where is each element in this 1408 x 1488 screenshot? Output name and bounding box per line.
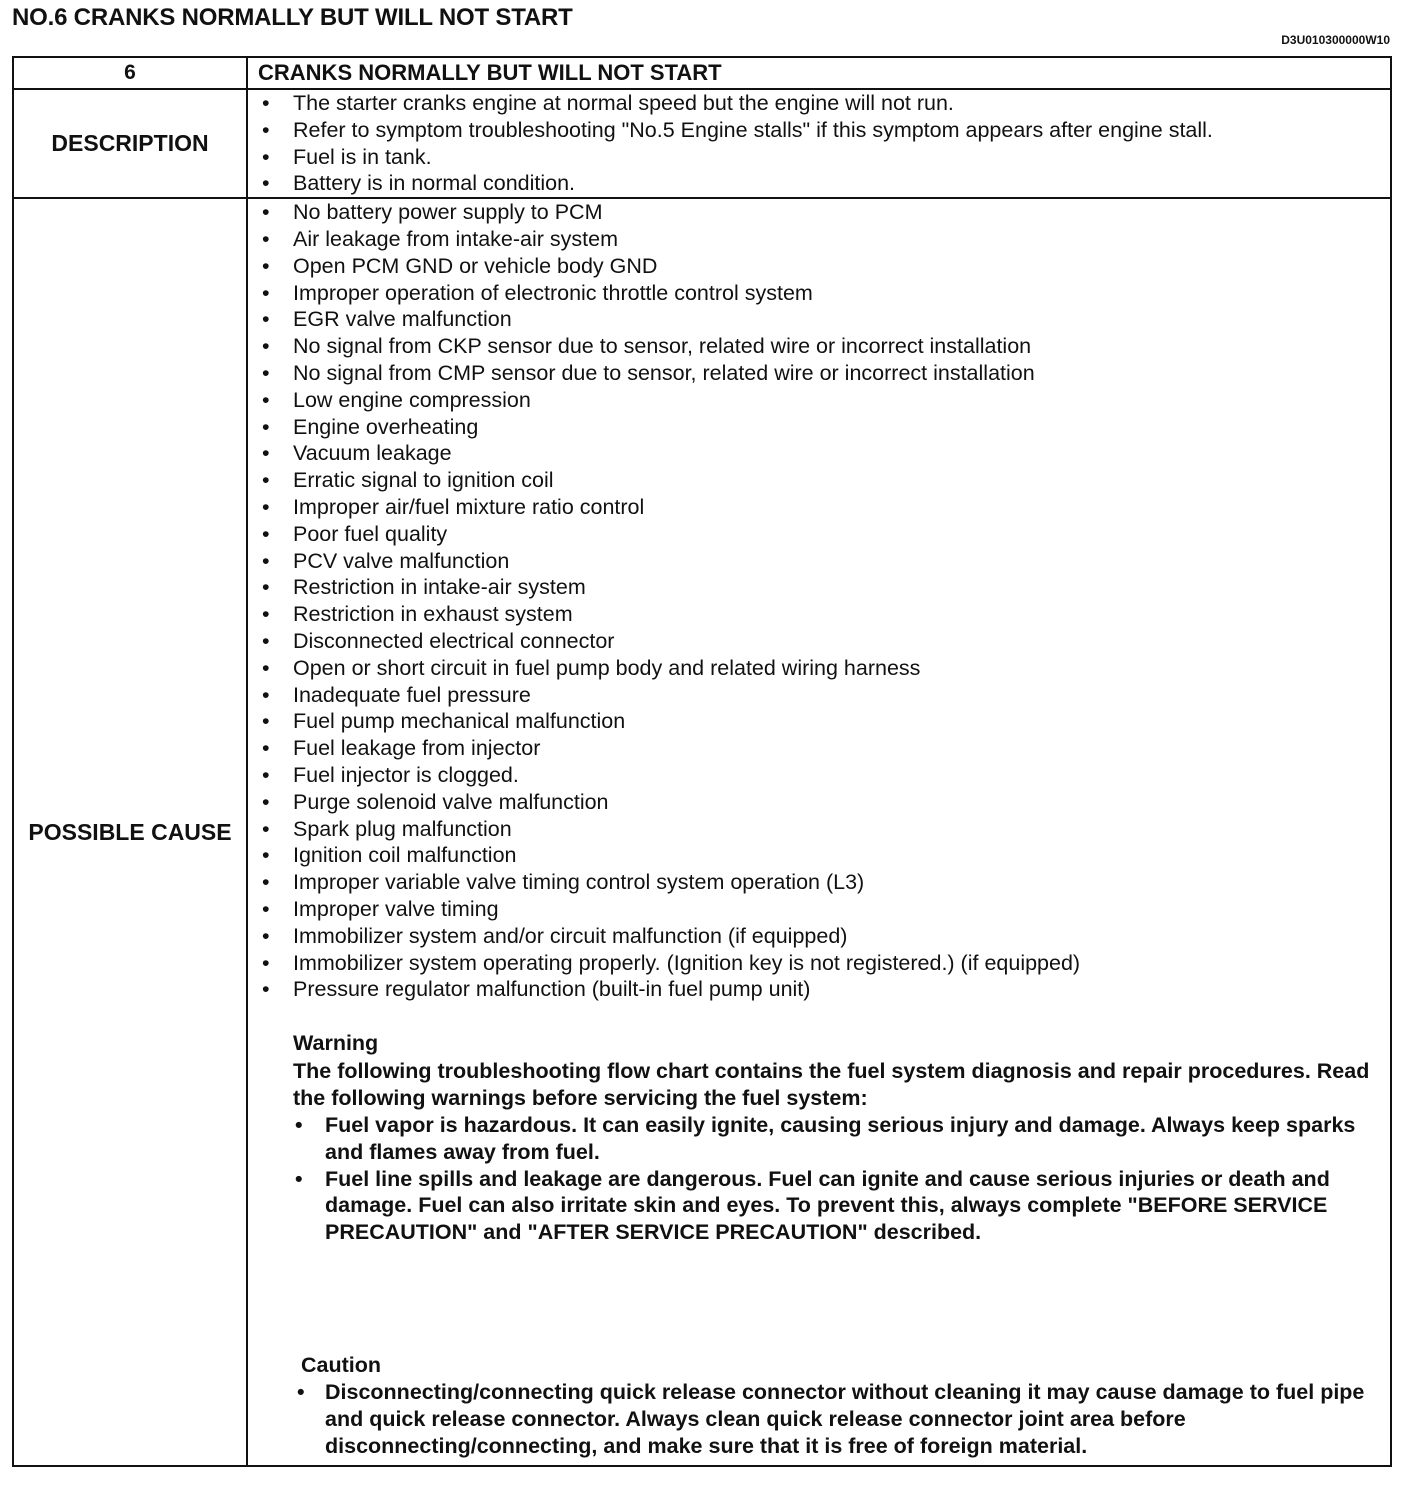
list-item: • Refer to symptom troubleshooting "No.5 Engine stalls" if this symptom appears after engine stall. [248,117,1390,144]
warning-list [293,1112,1370,1246]
symptom-table [12,56,1392,1467]
list-item: • Ignition coil malfunction [248,842,1390,869]
caution-list [301,1379,1372,1459]
list-item: • Fuel is in tank. [248,144,1390,171]
list-item: • Inadequate fuel pressure [248,682,1390,709]
page-title: NO.6 CRANKS NORMALLY BUT WILL NOT START [12,4,573,31]
list-item: • Fuel line spills and leakage are dangerous. Fuel can ignite and cause serious injuries or death and damage. Fuel can also irritate skin and eyes. To prevent this, always complete "BEFORE SERVICE PRECAUTION" and "AFTER SERVICE PRECAUTION" described. [293,1166,1370,1246]
list-item: • Poor fuel quality [248,521,1390,548]
possible-cause-list [248,199,1390,1003]
list-item: • PCV valve malfunction [248,548,1390,575]
table-header-row [13,57,1391,89]
list-item: • Restriction in intake-air system [248,574,1390,601]
symptom-title: CRANKS NORMALLY BUT WILL NOT START [247,57,1391,89]
list-item: • No battery power supply to PCM [248,199,1390,226]
list-item: • Engine overheating [248,414,1390,441]
warning-block [293,1030,1370,1246]
possible-cause-row [13,198,1391,1466]
list-item: • Disconnecting/connecting quick release connector without cleaning it may cause damage to fuel pipe and quick release connector. Always clean quick release connector joint area before disconnecting/connecting, and make sure that it is free of foreign material. [301,1379,1372,1459]
list-item: • Improper variable valve timing control system operation (L3) [248,869,1390,896]
list-item: • Battery is in normal condition. [248,170,1390,197]
symptom-number: 6 [13,57,247,89]
warning-title: Warning [293,1031,379,1056]
description-label: DESCRIPTION [13,89,247,198]
list-item: • The starter cranks engine at normal speed but the engine will not run. [248,90,1390,117]
list-item: • Fuel pump mechanical malfunction [248,708,1390,735]
list-item: • Open PCM GND or vehicle body GND [248,253,1390,280]
list-item: • Restriction in exhaust system [248,601,1390,628]
list-item: • Improper valve timing [248,896,1390,923]
list-item: • Pressure regulator malfunction (built-in fuel pump unit) [248,976,1390,1003]
description-list [248,90,1390,197]
list-item: • Air leakage from intake-air system [248,226,1390,253]
list-item: • Improper air/fuel mixture ratio control [248,494,1390,521]
list-item: • Improper operation of electronic throttle control system [248,280,1390,307]
warning-text: The following troubleshooting flow chart contains the fuel system diagnosis and repair procedures. Read the following warnings before servicing the fuel system: [293,1059,1370,1111]
description-cell [247,89,1391,198]
list-item: • Open or short circuit in fuel pump body and related wiring harness [248,655,1390,682]
list-item: • Immobilizer system operating properly. (Ignition key is not registered.) (if equipped) [248,950,1390,977]
list-item: • Low engine compression [248,387,1390,414]
list-item: • Fuel injector is clogged. [248,762,1390,789]
list-item: • No signal from CKP sensor due to sensor, related wire or incorrect installation [248,333,1390,360]
list-item: • No signal from CMP sensor due to sensor, related wire or incorrect installation [248,360,1390,387]
list-item: • Disconnected electrical connector [248,628,1390,655]
list-item: • Erratic signal to ignition coil [248,467,1390,494]
list-item: • Spark plug malfunction [248,816,1390,843]
list-item: • EGR valve malfunction [248,306,1390,333]
list-item: • Purge solenoid valve malfunction [248,789,1390,816]
description-row [13,89,1391,198]
list-item: • Fuel vapor is hazardous. It can easily ignite, causing serious injury and damage. Always keep sparks and flames away from fuel. [293,1112,1370,1166]
list-item: • Vacuum leakage [248,440,1390,467]
caution-title: Caution [301,1353,382,1378]
possible-cause-cell [247,198,1391,1466]
list-item: • Immobilizer system and/or circuit malfunction (if equipped) [248,923,1390,950]
document-code: D3U010300000W10 [1281,33,1390,47]
list-item: • Fuel leakage from injector [248,735,1390,762]
possible-cause-label: POSSIBLE CAUSE [13,198,247,1466]
caution-block [301,1352,1372,1465]
